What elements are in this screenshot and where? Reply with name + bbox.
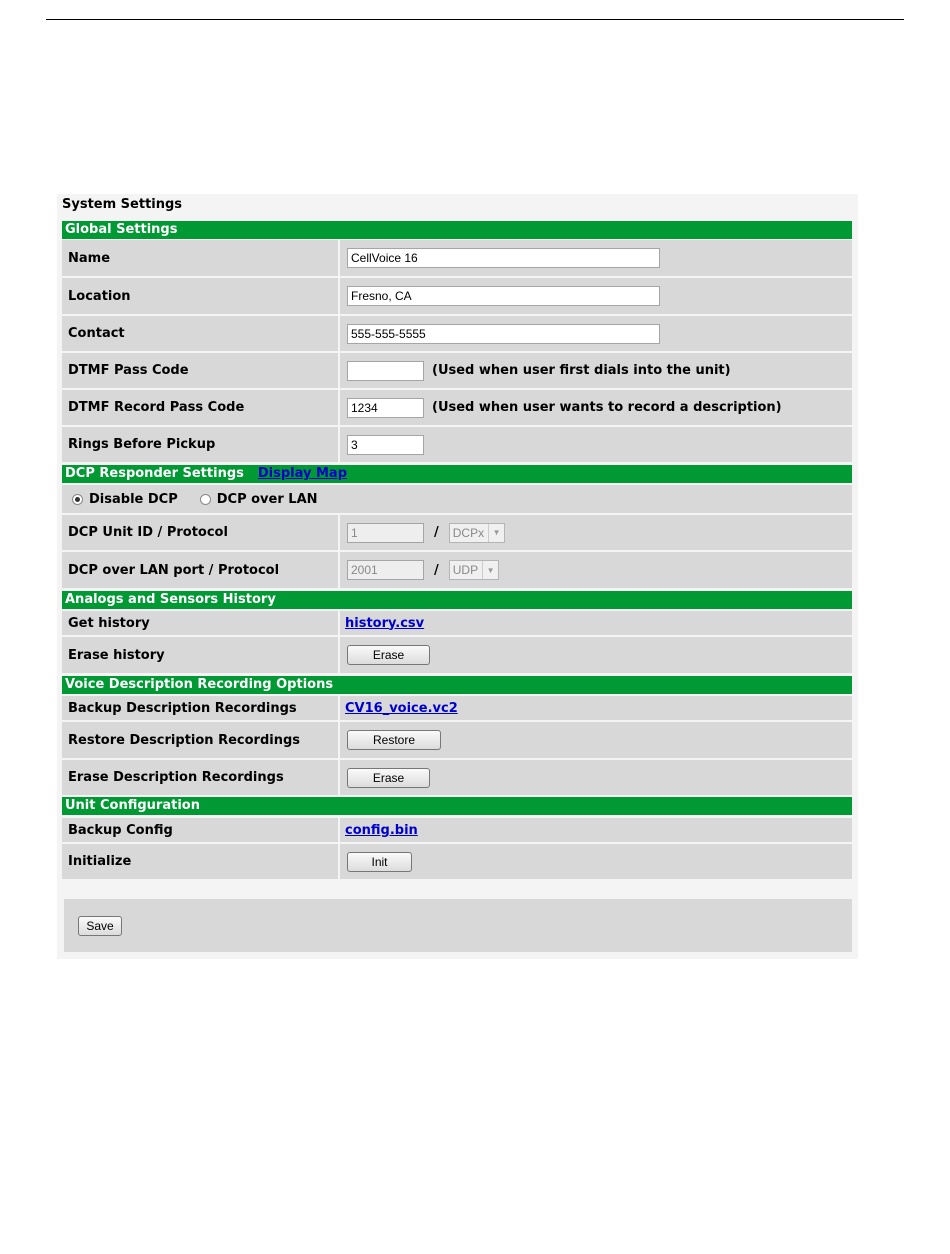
dcp-unit-id-input[interactable] — [347, 523, 424, 543]
dcp-protocol-select[interactable] — [449, 523, 505, 543]
row-initialize — [62, 844, 852, 879]
row-location — [62, 278, 852, 314]
contact-label: Contact — [62, 316, 338, 351]
dcp-unit-id-label: DCP Unit ID / Protocol — [62, 515, 338, 550]
dtmf-record-input[interactable] — [347, 398, 424, 418]
row-backup-recordings — [62, 696, 852, 720]
row-dcp-lan-port: DCP over LAN port / Protocol 2001 / UDP ▼ — [62, 552, 852, 588]
row-get-history — [62, 611, 852, 635]
dtmf-pass-label: DTMF Pass Code — [62, 353, 338, 388]
backup-recordings-label: Backup Description Recordings — [62, 696, 338, 720]
initialize-label: Initialize — [62, 844, 338, 879]
rings-label: Rings Before Pickup — [62, 427, 338, 462]
row-name — [62, 240, 852, 276]
dtmf-pass-input[interactable] — [347, 361, 424, 381]
row-erase-recordings — [62, 760, 852, 795]
section-global-settings — [62, 221, 852, 239]
save-button[interactable]: Save — [78, 916, 122, 936]
contact-input[interactable] — [347, 324, 660, 344]
row-dcp-mode — [62, 485, 852, 513]
section-voice — [62, 676, 852, 694]
section-title: Global Settings — [65, 222, 178, 237]
row-dtmf-pass — [62, 353, 852, 388]
section-unit-config — [62, 797, 852, 815]
section-title: Unit Configuration — [65, 798, 200, 813]
location-label: Location — [62, 278, 338, 314]
dtmf-record-note: (Used when user wants to record a description) — [432, 400, 782, 415]
init-button[interactable]: Init — [347, 852, 412, 872]
chevron-down-icon: ▼ — [488, 524, 504, 542]
row-erase-history — [62, 637, 852, 673]
section-title: DCP Responder Settings — [65, 466, 244, 481]
row-dcp-unit-id: DCP Unit ID / Protocol 1 / DCPx ▼ — [62, 515, 852, 550]
row-restore-recordings — [62, 722, 852, 758]
dtmf-record-label: DTMF Record Pass Code — [62, 390, 338, 425]
dcp-lan-port-input[interactable] — [347, 560, 424, 580]
disable-dcp-radio[interactable] — [72, 494, 83, 505]
name-label: Name — [62, 240, 338, 276]
dtmf-pass-note: (Used when user first dials into the unit) — [432, 363, 731, 378]
dcp-over-lan-radio[interactable] — [200, 494, 211, 505]
dcp-protocol-value: DCPx — [452, 525, 485, 540]
section-dcp-responder — [62, 465, 852, 483]
row-rings — [62, 427, 852, 462]
lan-protocol-select[interactable] — [449, 560, 499, 580]
chevron-down-icon: ▼ — [482, 561, 498, 579]
display-map-link[interactable]: Display Map — [257, 466, 348, 481]
backup-config-label: Backup Config — [62, 818, 338, 842]
top-rule — [46, 19, 904, 20]
voice-file-link[interactable]: CV16_voice.vc2 — [345, 700, 458, 716]
section-history — [62, 591, 852, 609]
row-backup-config — [62, 818, 852, 842]
erase-history-button[interactable]: Erase — [347, 645, 430, 665]
location-input[interactable] — [347, 286, 660, 306]
section-title: Voice Description Recording Options — [65, 677, 334, 692]
disable-dcp-label: Disable DCP — [89, 491, 178, 507]
lan-protocol-value: UDP — [452, 563, 479, 577]
erase-recordings-label: Erase Description Recordings — [62, 760, 338, 795]
rings-input[interactable] — [347, 435, 424, 455]
dcp-over-lan-label: DCP over LAN — [216, 491, 318, 507]
name-input[interactable] — [347, 248, 660, 268]
dcp-lan-port-label: DCP over LAN port / Protocol — [62, 552, 338, 588]
row-contact — [62, 316, 852, 351]
section-title: Analogs and Sensors History — [65, 592, 276, 607]
restore-button[interactable]: Restore — [347, 730, 441, 750]
footer-bar — [64, 899, 852, 952]
erase-history-label: Erase history — [62, 637, 338, 673]
get-history-label: Get history — [62, 611, 338, 635]
config-bin-link[interactable]: config.bin — [345, 822, 418, 838]
erase-recordings-button[interactable]: Erase — [347, 768, 430, 788]
history-csv-link[interactable]: history.csv — [345, 615, 425, 631]
page-title: System Settings — [62, 197, 183, 212]
restore-recordings-label: Restore Description Recordings — [62, 722, 338, 758]
row-dtmf-record — [62, 390, 852, 425]
